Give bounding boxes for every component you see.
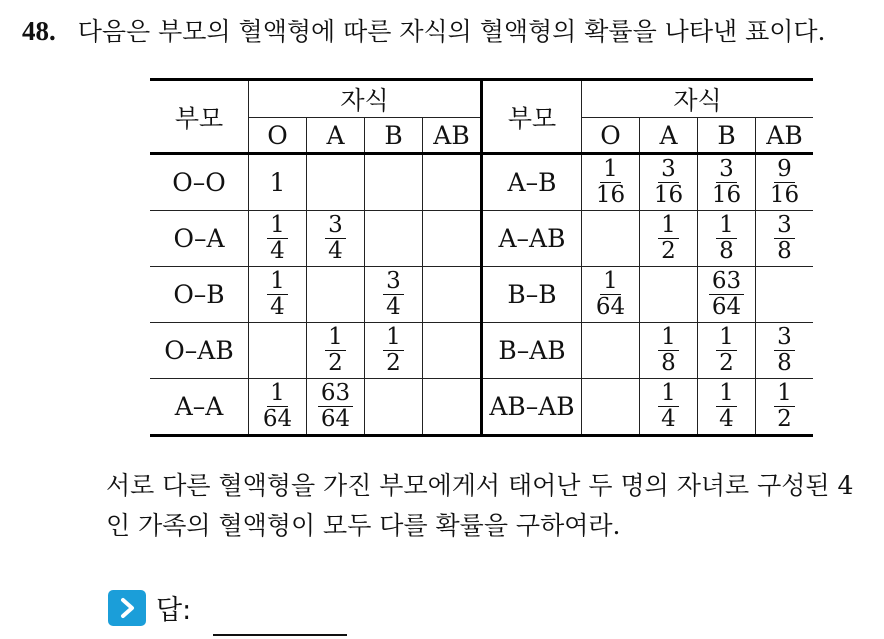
prob-cell [365, 211, 423, 267]
type-header: A [640, 118, 698, 154]
type-header: O [249, 118, 307, 154]
body-line: 서로 다른 혈액형을 가진 부모에게서 태어난 두 명의 자녀로 구성된 4 [106, 471, 854, 500]
parent-pair: A–B [482, 154, 582, 211]
prob-cell [756, 154, 814, 211]
type-header: AB [756, 118, 814, 154]
prob-cell [582, 154, 640, 211]
numerator: 3 [325, 214, 346, 239]
type-header: A [307, 118, 365, 154]
prob-cell [698, 267, 756, 323]
numerator: 1 [716, 214, 737, 239]
table-row [150, 323, 813, 379]
numerator: 1 [267, 214, 288, 239]
denominator: 4 [386, 294, 401, 320]
prob-cell [582, 323, 640, 379]
fraction [651, 158, 686, 207]
type-header: B [698, 118, 756, 154]
fraction [593, 270, 628, 319]
child-header-right: 자식 [582, 80, 814, 118]
fraction [774, 382, 795, 431]
fraction [774, 214, 795, 263]
type-header: B [365, 118, 423, 154]
prob-cell [365, 379, 423, 436]
denominator: 8 [777, 238, 792, 264]
blood-type-table [150, 78, 813, 437]
parent-pair: O–AB [150, 323, 249, 379]
type-header: AB [423, 118, 482, 154]
problem-body [106, 466, 853, 546]
prob-cell [423, 267, 482, 323]
prob-cell [365, 154, 423, 211]
denominator: 64 [262, 406, 293, 432]
fraction [260, 382, 295, 431]
table-row [150, 211, 813, 267]
parent-header-left: 부모 [150, 80, 249, 154]
prob-cell [423, 211, 482, 267]
fraction [709, 270, 744, 319]
fraction [383, 326, 404, 375]
denominator: 4 [270, 238, 285, 264]
prob-cell [582, 267, 640, 323]
question-line [22, 12, 825, 48]
numerator: 3 [774, 214, 795, 239]
denominator: 8 [777, 350, 792, 376]
prob-cell [582, 379, 640, 436]
parent-pair: O–B [150, 267, 249, 323]
fraction [267, 270, 288, 319]
table-row [150, 154, 813, 211]
numerator: 1 [658, 382, 679, 407]
fraction [658, 382, 679, 431]
numerator: 3 [383, 270, 404, 295]
fraction [658, 326, 679, 375]
prob-cell [249, 267, 307, 323]
chevron-right-icon [108, 590, 146, 626]
numerator: 1 [600, 158, 621, 183]
fraction [318, 382, 353, 431]
prob-cell [307, 379, 365, 436]
numerator: 1 [658, 214, 679, 239]
prob-cell [698, 323, 756, 379]
parent-pair: O–A [150, 211, 249, 267]
denominator: 16 [595, 182, 626, 208]
denominator: 64 [711, 294, 742, 320]
prob-cell [698, 379, 756, 436]
denominator: 64 [595, 294, 626, 320]
numerator: 1 [383, 326, 404, 351]
numerator: 1 [774, 382, 795, 407]
parent-pair: B–AB [482, 323, 582, 379]
answer-area [108, 588, 191, 627]
prob-cell [756, 323, 814, 379]
denominator: 4 [270, 294, 285, 320]
numerator: 1 [658, 326, 679, 351]
parent-header-right: 부모 [482, 80, 582, 154]
prob-cell [756, 211, 814, 267]
prob-cell [307, 154, 365, 211]
prob-cell [307, 211, 365, 267]
prob-cell [640, 211, 698, 267]
prob-cell [640, 323, 698, 379]
numerator: 3 [774, 326, 795, 351]
prob-cell [640, 154, 698, 211]
prob-cell [423, 154, 482, 211]
denominator: 2 [719, 350, 734, 376]
prob-cell [249, 323, 307, 379]
table-header-row [150, 80, 813, 118]
numerator: 1 [267, 382, 288, 407]
numerator: 63 [318, 382, 353, 407]
fraction [774, 326, 795, 375]
fraction [658, 214, 679, 263]
fraction [716, 326, 737, 375]
prob-cell [756, 379, 814, 436]
numerator: 3 [716, 158, 737, 183]
prob-cell [423, 323, 482, 379]
parent-pair: B–B [482, 267, 582, 323]
child-header-left: 자식 [249, 80, 482, 118]
table-row [150, 379, 813, 436]
body-line: 인 가족의 혈액형이 모두 다를 확률을 구하여라. [106, 511, 621, 540]
prob-cell [640, 379, 698, 436]
numerator: 3 [658, 158, 679, 183]
prob-cell [249, 211, 307, 267]
denominator: 8 [661, 350, 676, 376]
answer-blank[interactable] [213, 634, 347, 636]
parent-pair: AB–AB [482, 379, 582, 436]
denominator: 8 [719, 238, 734, 264]
denominator: 4 [719, 406, 734, 432]
prob-cell [640, 267, 698, 323]
question-text: 다음은 부모의 혈액형에 따른 자식의 혈액형의 확률을 나타낸 표이다. [77, 17, 826, 46]
fraction [325, 326, 346, 375]
prob-cell [423, 379, 482, 436]
parent-pair: A–AB [482, 211, 582, 267]
fraction [767, 158, 802, 207]
numerator: 1 [716, 326, 737, 351]
numerator: 1 [600, 270, 621, 295]
prob-cell [698, 154, 756, 211]
parent-pair: A–A [150, 379, 249, 436]
prob-cell [582, 211, 640, 267]
denominator: 4 [328, 238, 343, 264]
denominator: 2 [661, 238, 676, 264]
fraction [267, 214, 288, 263]
fraction [709, 158, 744, 207]
denominator: 2 [777, 406, 792, 432]
numerator: 1 [716, 382, 737, 407]
denominator: 64 [320, 406, 351, 432]
question-number: 48. [22, 16, 56, 46]
fraction [325, 214, 346, 263]
numerator: 9 [774, 158, 795, 183]
table-row [150, 267, 813, 323]
prob-cell [249, 379, 307, 436]
prob-cell: 1 [249, 154, 307, 211]
denominator: 4 [661, 406, 676, 432]
prob-cell [365, 267, 423, 323]
prob-cell [698, 211, 756, 267]
denominator: 16 [711, 182, 742, 208]
prob-cell [365, 323, 423, 379]
numerator: 63 [709, 270, 744, 295]
numerator: 1 [325, 326, 346, 351]
denominator: 2 [386, 350, 401, 376]
answer-label: 답: [156, 595, 192, 626]
fraction [716, 214, 737, 263]
fraction [593, 158, 628, 207]
fraction [383, 270, 404, 319]
parent-pair: O–O [150, 154, 249, 211]
prob-cell [756, 267, 814, 323]
fraction [716, 382, 737, 431]
denominator: 16 [653, 182, 684, 208]
prob-cell [307, 267, 365, 323]
prob-cell [307, 323, 365, 379]
denominator: 16 [769, 182, 800, 208]
type-header: O [582, 118, 640, 154]
numerator: 1 [267, 270, 288, 295]
denominator: 2 [328, 350, 343, 376]
